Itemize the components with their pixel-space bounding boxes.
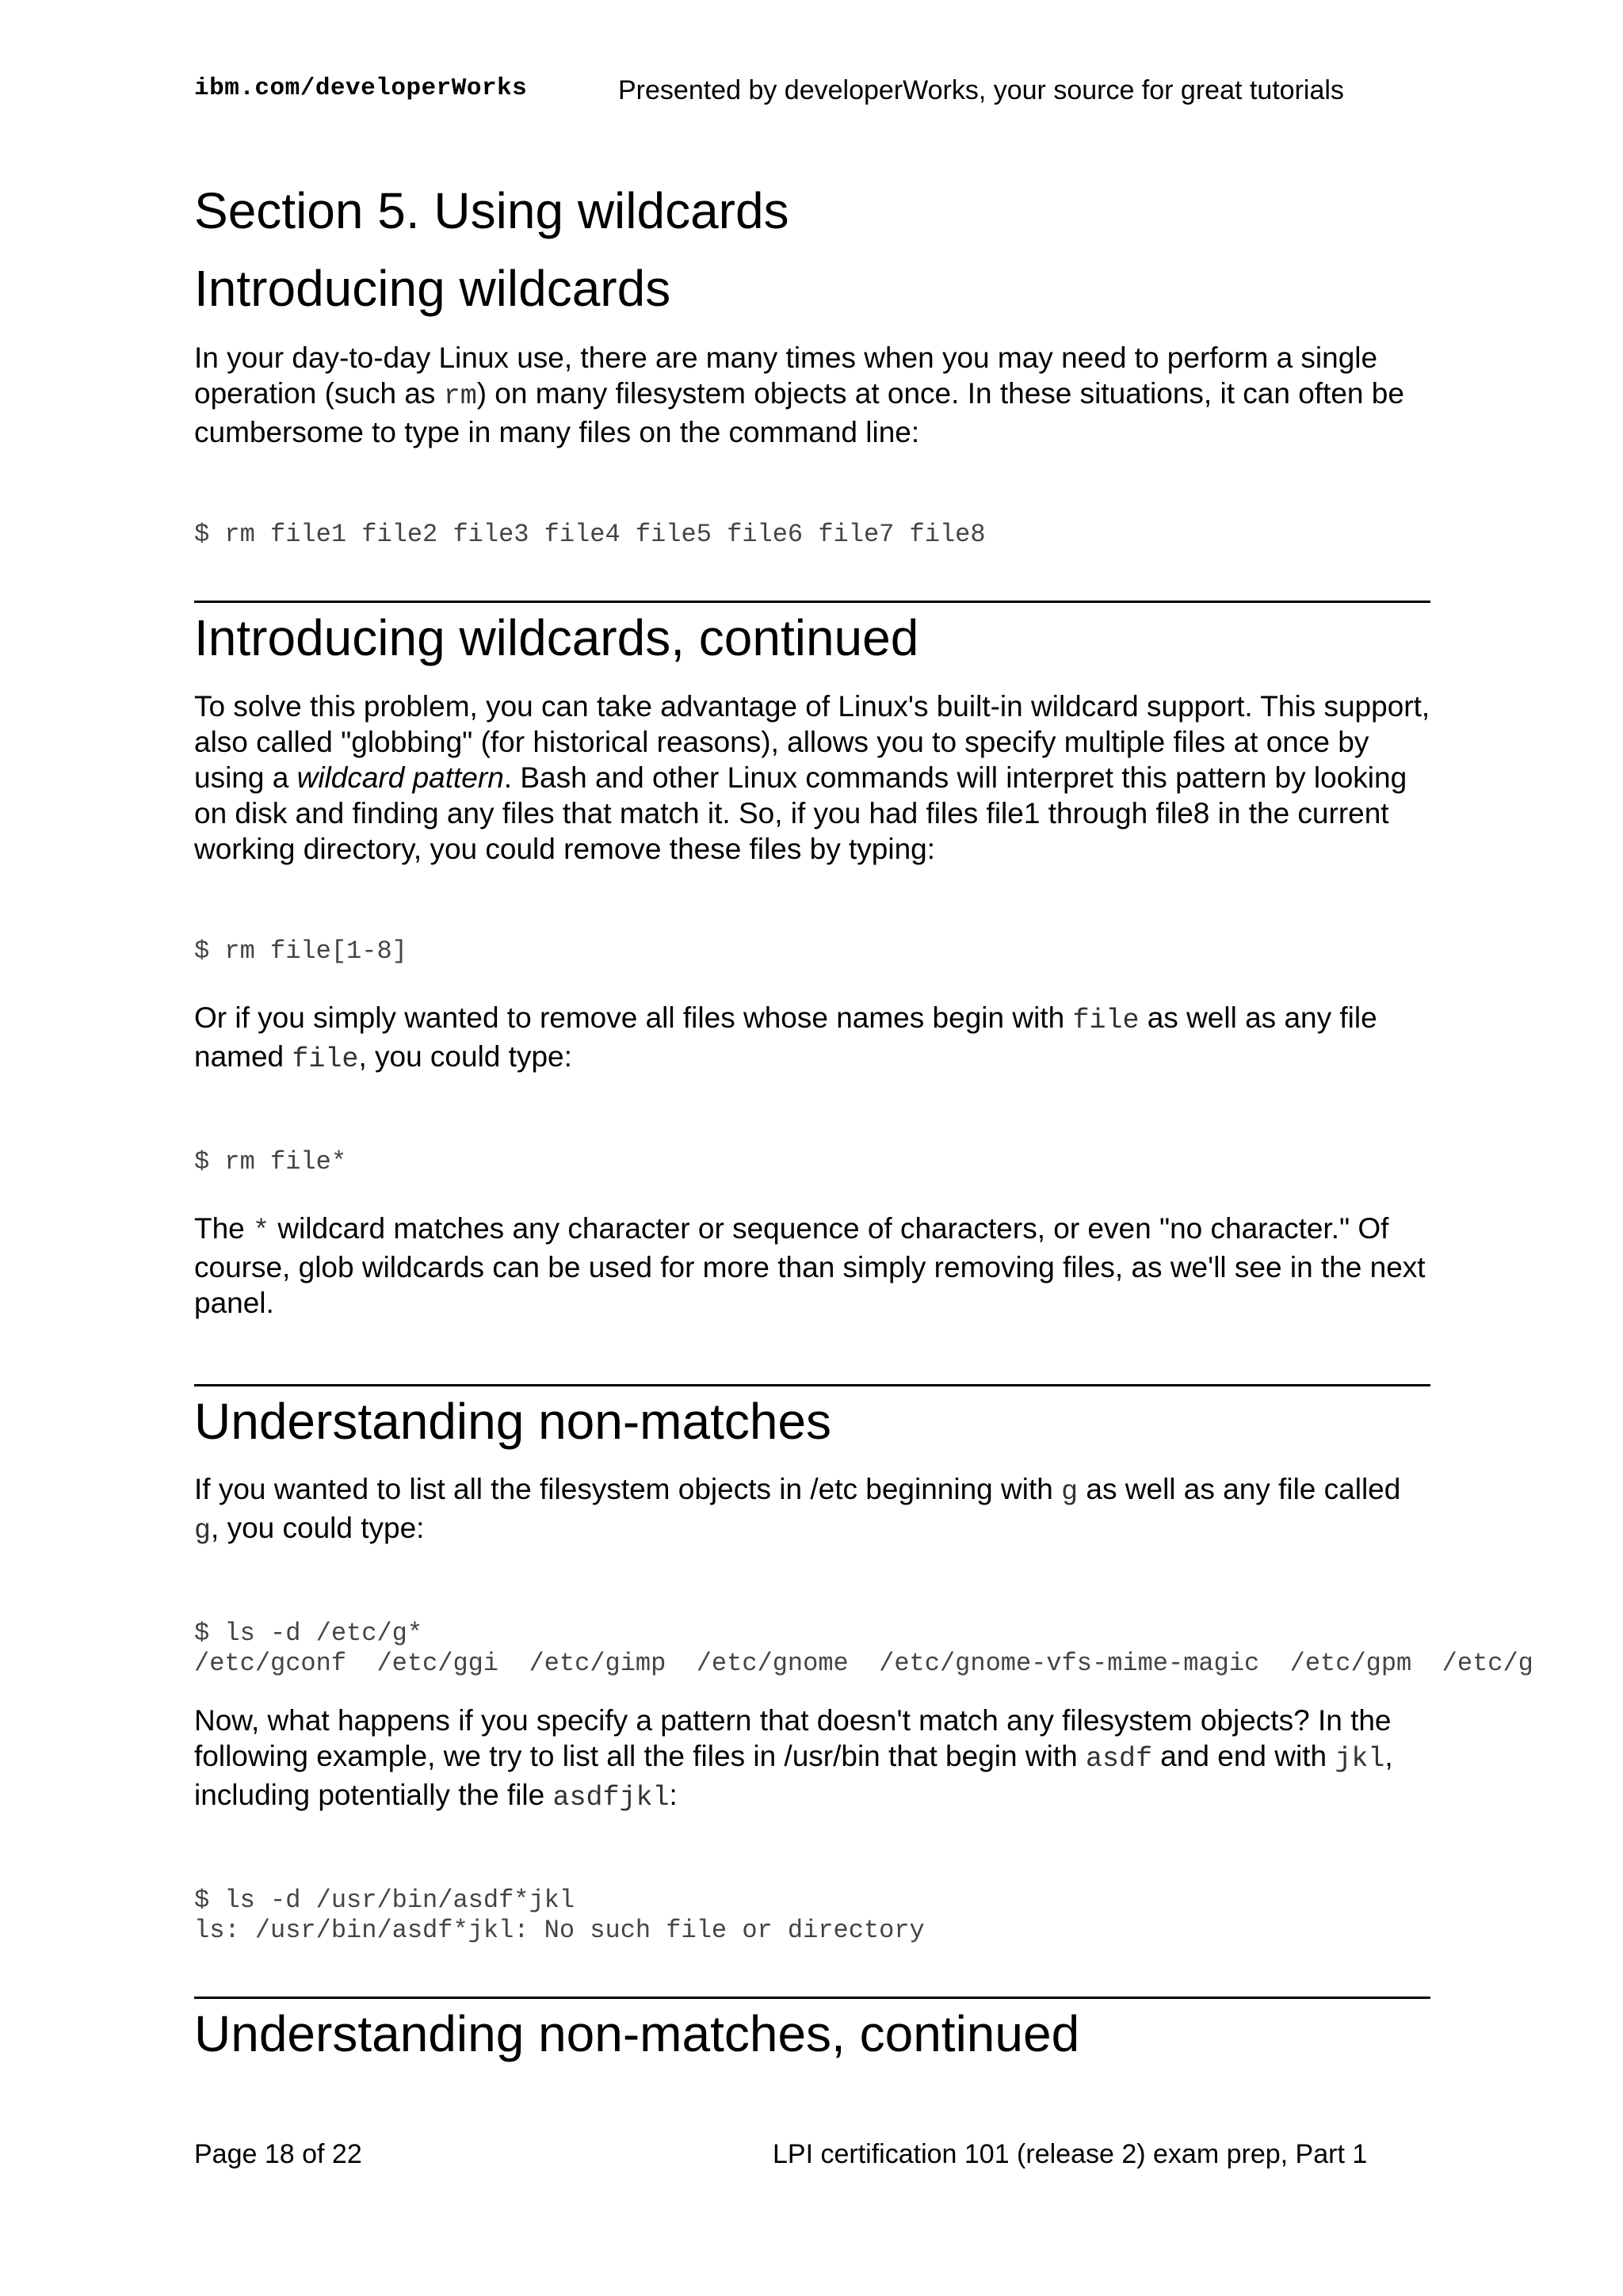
panel-2-paragraph-3 [194, 1211, 1430, 1321]
inline-code: g [194, 1515, 212, 1547]
header-tagline: Presented by developerWorks, your source for great tutorials [618, 75, 1344, 105]
inline-code: rm [443, 380, 477, 413]
panel-3-paragraph-2 [194, 1703, 1430, 1816]
header-site-link[interactable]: ibm.com/developerWorks [194, 74, 528, 102]
emphasis-text: wildcard pattern [296, 761, 504, 794]
panel-title-introducing-wildcards: Introducing wildcards [194, 259, 671, 317]
code-block: $ ls -d /etc/g* /etc/gconf /etc/ggi /etc/gimp /etc/gnome /etc/gnome-vfs-mime-magic /etc/gpm /etc/g [194, 1619, 1533, 1679]
panel-3-paragraph-1 [194, 1471, 1430, 1549]
code-block: $ rm file* [194, 1146, 347, 1177]
inline-code: g [1061, 1476, 1079, 1508]
panel-divider [194, 1997, 1430, 1999]
text-run: as well as any file named [194, 1001, 1377, 1073]
panel-title-understanding-non-matches: Understanding non-matches [194, 1392, 832, 1450]
inline-code: file [292, 1043, 359, 1075]
text-run: If you wanted to list all the filesystem objects in /etc beginning with [194, 1473, 1062, 1506]
panel-2-paragraph-2 [194, 1000, 1430, 1077]
panel-2-paragraph-1 [194, 688, 1430, 867]
text-run: , you could type: [358, 1039, 572, 1073]
text-run: : [669, 1779, 678, 1812]
text-run: Or if you simply wanted to remove all files whose names begin with [194, 1001, 1073, 1034]
text-run: wildcard matches any character or sequence of characters, or even "no character." Of course, glob wildcards can be used for more than simply removing files, as we'll see in the next panel. [194, 1211, 1426, 1319]
text-run: In your day-to-day Linux use, there are many times when you may need to perform a single operation (such as [194, 341, 1378, 410]
text-run: Now, what happens if you specify a pattern that doesn't match any filesystem objects? In the following example, we try to list all the files in /usr/bin that begin with [194, 1704, 1392, 1773]
panel-1-paragraph [194, 340, 1430, 450]
section-title: Section 5. Using wildcards [194, 182, 789, 239]
text-run: as well as any file called [1078, 1473, 1401, 1506]
text-run: To solve this problem, you can take advantage of Linux's built-in wildcard support. This support, also called "globbing" (for historical reasons), allows you to specify multiple files at once by using a [194, 689, 1430, 794]
inline-code: * [253, 1215, 270, 1247]
code-block: $ rm file1 file2 file3 file4 file5 file6 file7 file8 [194, 520, 986, 550]
inline-code: file [1072, 1004, 1140, 1036]
panel-title-understanding-non-matches-continued: Understanding non-matches, continued [194, 2005, 1080, 2063]
footer-page-number: Page 18 of 22 [194, 2139, 362, 2169]
code-block: $ rm file[1-8] [194, 936, 407, 966]
text-run: . Bash and other Linux commands will interpret this pattern by looking on disk and finding any files that match it. So, if you had files file1 through file8 in the current working directory, you could remove these files by typing: [194, 761, 1407, 865]
text-run: , including potentially the file [194, 1740, 1393, 1812]
code-block: $ ls -d /usr/bin/asdf*jkl ls: /usr/bin/asdf*jkl: No such file or directory [194, 1886, 925, 1946]
text-run: , you could type: [211, 1512, 425, 1545]
footer-document-title: LPI certification 101 (release 2) exam prep, Part 1 [773, 2139, 1368, 2169]
text-run: and end with [1151, 1740, 1335, 1773]
panel-title-introducing-wildcards-continued: Introducing wildcards, continued [194, 609, 919, 667]
text-run: The [194, 1211, 254, 1245]
inline-code: asdfjkl [552, 1782, 670, 1814]
panel-divider [194, 1384, 1430, 1386]
inline-code: jkl [1335, 1743, 1385, 1775]
text-run: ) on many filesystem objects at once. In these situations, it can often be cumbersome to type in many files on the command line: [194, 377, 1404, 449]
inline-code: asdf [1085, 1743, 1152, 1775]
panel-divider [194, 601, 1430, 603]
page-content [194, 182, 1533, 2084]
